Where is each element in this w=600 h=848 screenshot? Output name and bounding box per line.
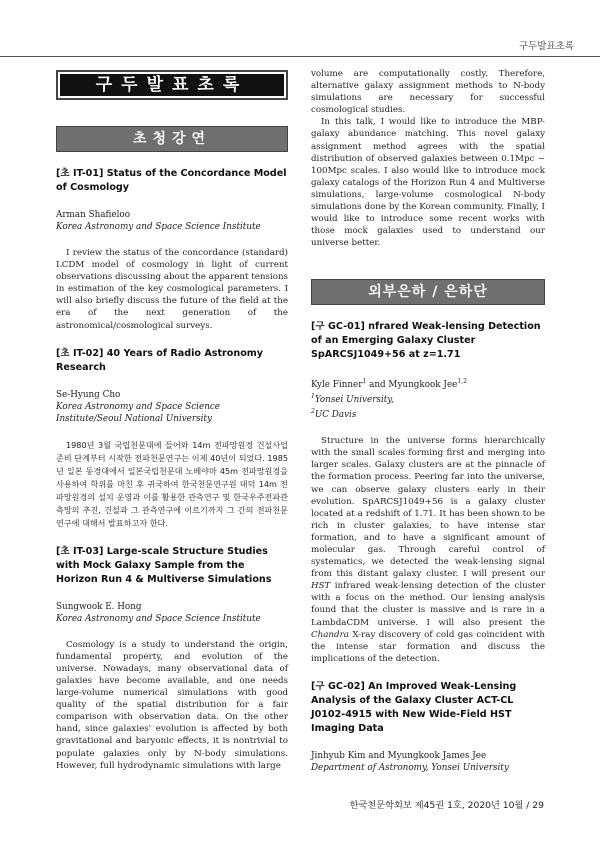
abstract-affiliation-it02: Korea Astronomy and Space Science Institute/Seoul National University [56, 401, 220, 424]
body-text-italic: HST [311, 581, 331, 592]
author-affil-mark: 1,2 [457, 378, 467, 386]
section-banner-galaxies-clusters: 외부은하 / 은하단 [311, 279, 545, 305]
abstract-body-gc01 [311, 435, 545, 665]
body-text: Structure in the universe forms hierarchically with the small scales forming first and merging into larger scales. Galaxy clusters are at the pinnacle of the formation process. Peering far into the universe, we can observe galaxy clusters early in their evolution. SpARCSJ1049+56 is a galaxy cluster located at a redshift of 1.71. It has been shown to be rich in cluster galaxies, to have intense star formation, and to have a significant amount of molecular gas. Through careful control of systematics, we detected the weak-lensing signal from this distant galaxy cluster. I will present our [311, 436, 545, 580]
abstract-authors-it03: Sungwook E. Hong [56, 601, 142, 612]
abstract-body-it03: Cosmology is a study to understand the origin, fundamental property, and evolution of the universe. Nowadays, many observational data of galaxies have become available, and one needs large-volume numerical simulations with good quality of the spatial distribution for a fair comparison with observation data. On the other hand, since galaxies' evolution is affected by both gravitational and baryonic effects, it is nontrivial to populate galaxies only by N-body simulations. However, full hydrodynamic simulations with large [56, 639, 288, 771]
section-banner-invited-talks: 초청강연 [56, 126, 288, 152]
section-banner-oral-abstracts: 구두발표초록 [56, 70, 288, 100]
page-footer: 한국천문학회보 제45권 1호, 2020년 10월 / 29 [349, 800, 544, 811]
abstract-body-it03-paragraph-2: In this talk, I would like to introduce the MBP-galaxy abundance matching. This novel galaxy assignment method agrees with the spatial distribution of observed galaxies between 0.1Mpc ~ 100Mpc scales. I also would like to introduce mock galaxy catalogs of the Horizon Run 4 and Multiverse simulations, large-volume cosmological N-body simulations done by the Korean community. Finally, I would like to introduce some recent works with those mock galaxies used to understand our universe better. [311, 117, 545, 249]
author-name: and Myungkook Jee [366, 380, 458, 391]
affil-mark: 1 [311, 393, 315, 401]
body-text: X-ray discovery of cold gas coincident with the intense star formation and discuss the implications of the detection. [311, 629, 545, 664]
abstract-affiliation-it03: Korea Astronomy and Space Science Institute [56, 613, 261, 624]
author-affil-mark: 1 [362, 378, 367, 386]
abstract-affiliation-gc01-1 [311, 391, 545, 406]
abstract-title-it02: [초 IT-02] 40 Years of Radio Astronomy Research [56, 347, 264, 373]
header-rule [0, 56, 600, 57]
abstract-affiliation-it01: Korea Astronomy and Space Science Institute [56, 222, 261, 232]
abstract-body-it02: 1980년 3월 국립천문대에 들어와 14m 전파망원경 건설사업 준비 단계부터 시작한 전파천문연구는 이제 40년이 되었다. 1985년 일본 동경대에서 일본국립천문대 노베야마 45m 전파망원경을 사용하여 학위를 마친 후 귀국하여 한국천문연구원 대덕 14m 전파망원경의 설치 운영과 이를 활용한 관측연구 및 한국우주전파관측망의 추진, 건설과 그 관측연구에 이르기까지 그 간의 전파천문연구에 대해서 발표하고자 한다. [56, 439, 288, 528]
body-text-italic: Chandra [311, 629, 349, 640]
author-name: Kyle Finner [311, 380, 363, 391]
abstract-body-it03-continued: volume are computationally costly. Therefore, alternative galaxy assignment methods to N-body simulations are necessary for successful cosmological studies. [311, 69, 545, 116]
abstract-title-gc02: [구 GC-02] An Improved Weak-Lensing Analysis of the Galaxy Cluster ACT-CL J0102-4915 with New Wide-Field HST Imaging Data [311, 680, 517, 734]
abstract-title-it03: [초 IT-03] Large-scale Structure Studies with Mock Galaxy Sample from the Horizon Run 4 & Multiverse Simulations [56, 545, 272, 585]
affil-mark: 2 [311, 408, 315, 416]
abstract-authors-it01: Arman Shafieloo [56, 210, 131, 220]
running-head: 구두발표초록 [518, 41, 574, 52]
affil-text: Yonsei University, [314, 395, 394, 406]
abstract-authors-gc02: Jinhyub Kim and Myungkook James Jee [311, 750, 487, 761]
abstract-authors-it02: Se-Hyung Cho [56, 389, 121, 400]
abstract-affiliation-gc01-2 [311, 406, 545, 421]
body-text: infrared weak-lensing detection of the cluster with a focus on the method. Our lensing analysis found that the cluster is massive and is rare in a LambdaCDM universe. I will also present the [311, 581, 545, 628]
abstract-body-it01: I review the status of the concordance (standard) LCDM model of cosmology in light of current observations discussing about the apparent tensions in estimation of the key cosmological parameters. I will also briefly discuss the future of the field at the era of the next generation of the astronomical/cosmological surveys. [56, 248, 288, 331]
left-column [56, 68, 288, 772]
abstract-title-it01: [초 IT-01] Status of the Concordance Model of Cosmology [56, 168, 287, 193]
abstract-authors-gc01 [311, 376, 545, 391]
abstract-affiliation-gc02: Department of Astronomy, Yonsei University [311, 762, 509, 773]
affil-text: UC Davis [314, 410, 357, 421]
abstract-title-gc01: [구 GC-01] nfrared Weak-lensing Detection of an Emerging Galaxy Cluster SpARCSJ1049+56 at z=1.71 [311, 321, 541, 361]
right-column [311, 68, 545, 774]
